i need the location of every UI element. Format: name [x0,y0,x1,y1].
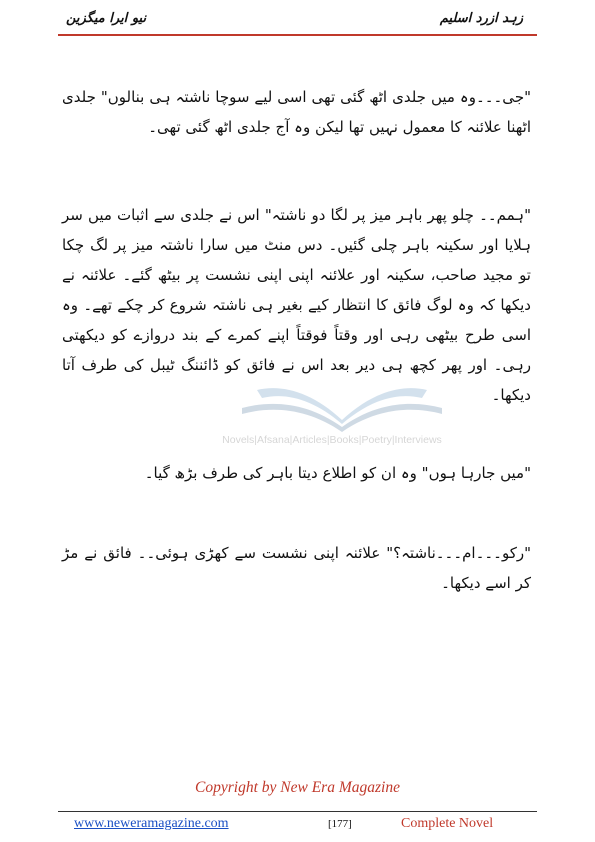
paragraph: "رکو۔۔۔ام۔۔۔ناشتہ؟" علائنہ اپنی نشست سے کھڑی ہوئی۔۔ فائق نے مڑ کر اسے دیکھا۔ [62,544,531,592]
page-number: [177] [328,818,352,830]
article-body [62,82,531,598]
watermark-text: Novels|Afsana|Articles|Books|Poetry|Interviews [222,434,442,446]
website-link[interactable]: www.neweramagazine.com [74,816,229,831]
paragraph: "جی۔۔۔وہ میں جلدی اٹھ گئی تھی اسی لیے سوچا ناشتہ ہی بنالوں" جلدی اٹھنا علائنہ کا معمول نہیں تھا لیکن وہ آج جلدی اٹھ گئی تھی۔ [62,88,531,136]
paragraph: "ہمم۔۔ چلو پھر باہر میز پر لگا دو ناشتہ" اس نے جلدی سے اثبات میں سر ہلایا اور سکینہ باہر چلی گئیں۔ دس منٹ میں سارا ناشتہ میز پر لگ چکا تو مجید صاحب، سکینہ اور علائنہ اپنی اپنی نشست پر بیٹھ گئے۔ علائنہ نے دیکھا کہ وہ لوگ فائق کا انتظار کیے بغیر ہی ناشتہ شروع کر چکے تھے۔ وہ اسی طرح بیٹھی رہی اور وقتاً فوقتاً اپنے کمرے کے بند دروازے کو دیکھتی رہی۔ اور پھر کچھ ہی دیر بعد اس نے فائق کو ڈائننگ ٹیبل کی طرف آتا دیکھا۔ [62,206,531,404]
footer-divider [58,811,537,812]
header-divider [58,34,537,36]
page-header [58,8,537,32]
author-name: زہد ازرد اسلیم [439,11,523,26]
section-label: Complete Novel [401,816,494,831]
paragraph: "میں جارہا ہوں" وہ ان کو اطلاع دیتا باہر کی طرف بڑھ گیا۔ [144,464,531,482]
copyright-notice: Copyright by New Era Magazine [195,779,400,796]
magazine-name: نیو ایرا میگزین [66,11,147,26]
